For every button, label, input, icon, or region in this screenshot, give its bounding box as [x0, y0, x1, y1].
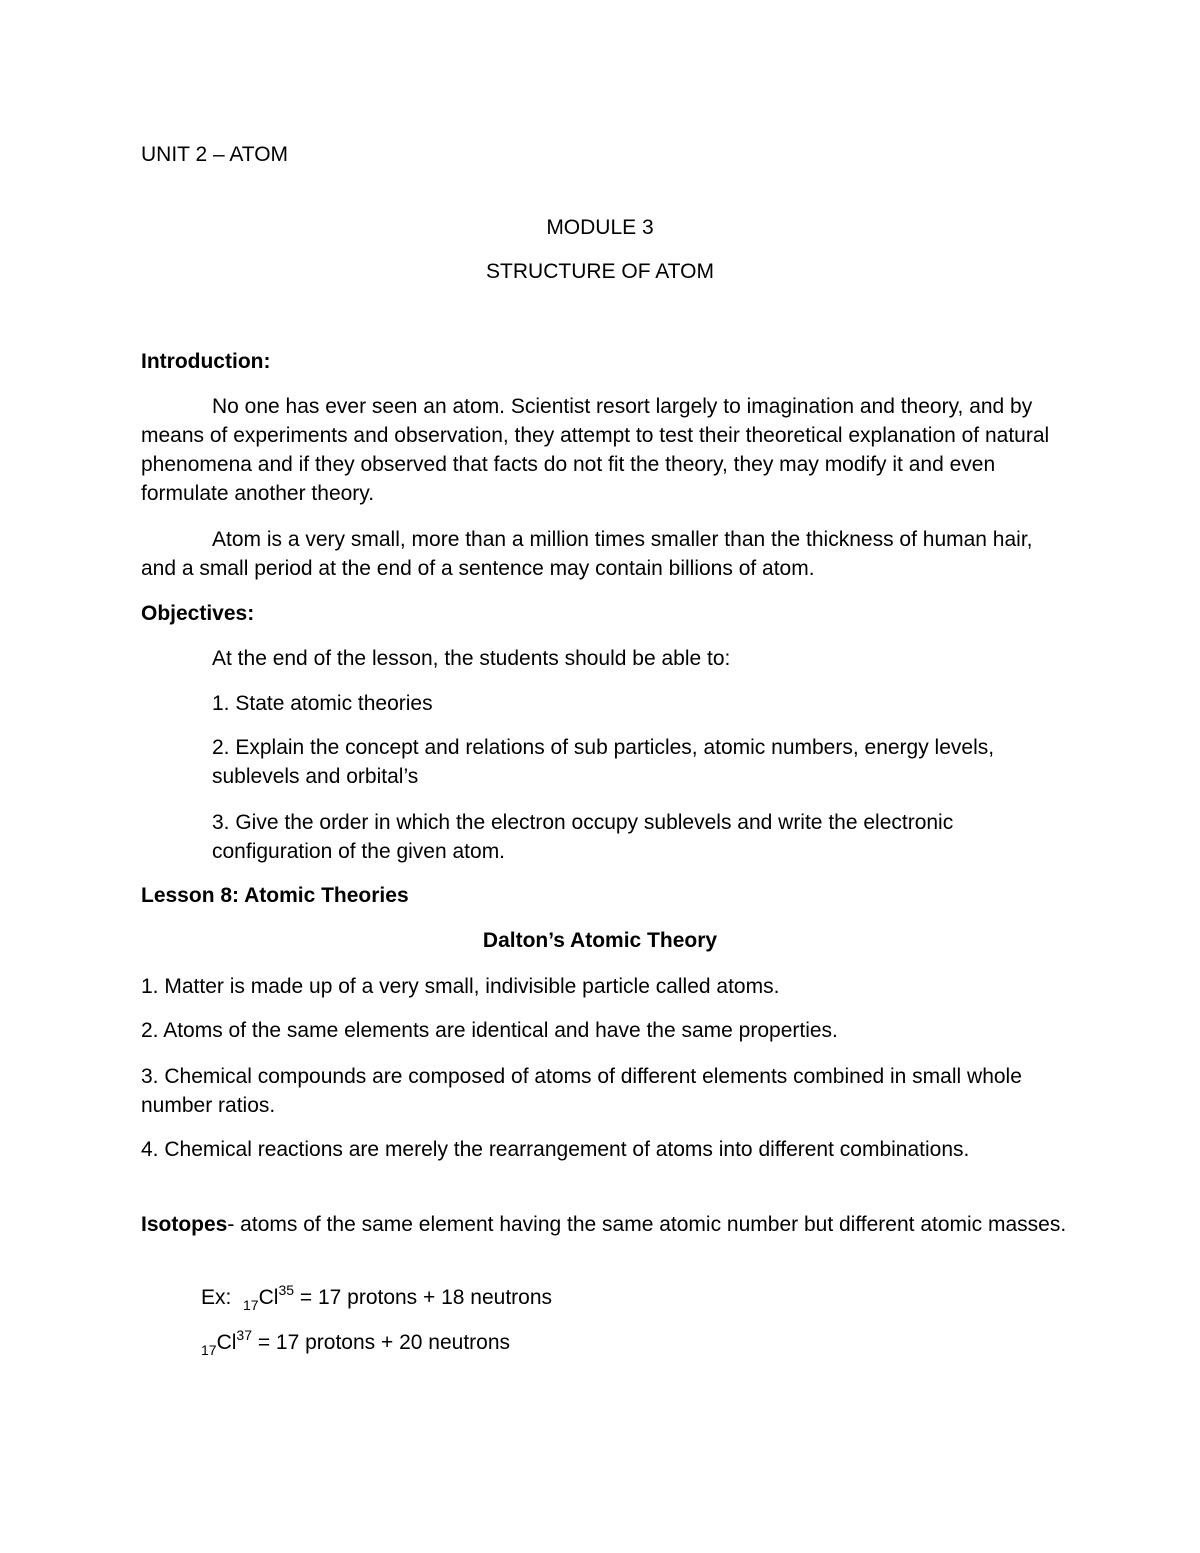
example-prefix: Ex: — [201, 1286, 244, 1309]
objective-item-2: 2. Explain the concept and relations of sub particles, atomic numbers, energy levels, sublevels and orbital’s — [212, 736, 995, 788]
module-heading: MODULE 3 — [546, 216, 654, 239]
dalton-item-3: 3. Chemical compounds are composed of atoms of different elements combined in small whole number ratios. — [141, 1065, 1022, 1117]
isotopes-definition — [141, 1210, 1071, 1239]
atomic-number-subscript: 17 — [243, 1297, 259, 1313]
introduction-paragraph-1: No one has ever seen an atom. Scientist resort largely to imagination and theory, and by means of experiments and observation, they attempt to test their theoretical explanation of natural phenomena and if they observed that facts do not fit the theory, they may modify it and even formulate another theory. — [141, 395, 1050, 505]
example-text: = 17 protons + 18 neutrons — [294, 1286, 553, 1309]
isotope-example-1 — [201, 1283, 1061, 1312]
isotope-example-2 — [201, 1328, 1061, 1357]
mass-number-superscript: 35 — [278, 1282, 295, 1298]
objective-item-1: 1. State atomic theories — [212, 692, 433, 715]
isotopes-term: Isotopes — [141, 1213, 228, 1236]
objective-item-3: 3. Give the order in which the electron occupy sublevels and write the electronic configuration of the given atom. — [212, 811, 954, 863]
lesson-subheading: Dalton’s Atomic Theory — [482, 929, 718, 952]
objectives-heading: Objectives: — [141, 602, 255, 625]
example-text: = 17 protons + 20 neutrons — [252, 1331, 511, 1354]
introduction-paragraph-2: Atom is a very small, more than a million times smaller than the thickness of human hair, and a small period at the end of a sentence may contain billions of atom. — [141, 528, 1033, 580]
dalton-item-2: 2. Atoms of the same elements are identical and have the same properties. — [141, 1019, 838, 1042]
unit-heading: UNIT 2 – ATOM — [141, 143, 289, 166]
introduction-heading: Introduction: — [141, 350, 271, 373]
atomic-number-subscript: 17 — [201, 1342, 217, 1358]
dalton-item-1: 1. Matter is made up of a very small, indivisible particle called atoms. — [141, 975, 780, 998]
element-symbol: Cl — [216, 1331, 237, 1354]
lesson-heading: Lesson 8: Atomic Theories — [141, 884, 409, 907]
page-title: STRUCTURE OF ATOM — [486, 260, 714, 283]
isotopes-definition-text: - atoms of the same element having the same atomic number but different atomic masses. — [227, 1213, 1067, 1236]
dalton-item-4: 4. Chemical reactions are merely the rearrangement of atoms into different combinations. — [141, 1138, 970, 1161]
mass-number-superscript: 37 — [236, 1327, 252, 1343]
element-symbol: Cl — [258, 1286, 279, 1309]
objectives-lead: At the end of the lesson, the students should be able to: — [212, 647, 731, 670]
